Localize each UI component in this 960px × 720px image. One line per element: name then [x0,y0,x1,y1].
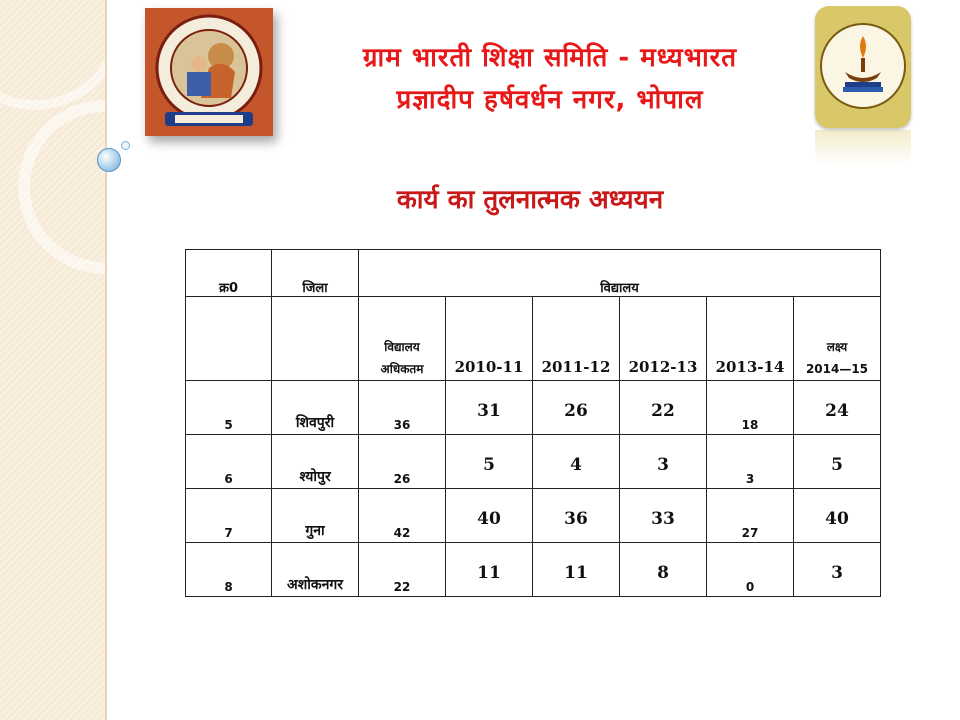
header-district: जिला [272,250,359,297]
cell-district: गुना [272,489,359,543]
cell-2010: 40 [446,489,533,543]
table-row [186,489,881,543]
subheader-empty [272,297,359,381]
subheader-year: 2012-13 [620,297,707,381]
cell-2012: 33 [620,489,707,543]
cell-max: 26 [359,435,446,489]
subheader-year: 2013-14 [707,297,794,381]
cell-sno: 8 [186,543,272,597]
cell-2011: 36 [533,489,620,543]
cell-max: 36 [359,381,446,435]
cell-2011: 26 [533,381,620,435]
table-header-row [186,250,881,297]
cell-2013: 27 [707,489,794,543]
header-schools: विद्यालय [359,250,881,297]
cell-sno: 7 [186,489,272,543]
cell-2013: 0 [707,543,794,597]
cell-sno: 5 [186,381,272,435]
saraswati-shishu-mandir-logo [145,8,273,136]
cell-target: 5 [794,435,881,489]
organization-title: ग्राम भारती शिक्षा समिति - मध्यभारत [362,43,738,73]
table-subheader-row [186,297,881,381]
comparison-table [185,249,881,597]
decorative-bubble [97,148,121,172]
subheader-empty [186,297,272,381]
cell-2013: 18 [707,381,794,435]
cell-2011: 11 [533,543,620,597]
cell-2010: 31 [446,381,533,435]
cell-2010: 11 [446,543,533,597]
cell-2012: 22 [620,381,707,435]
subheader-max-schools: विद्यालय अधिकतम [359,297,446,381]
table-row [186,381,881,435]
cell-sno: 6 [186,435,272,489]
subheader-year: 2010-11 [446,297,533,381]
header-sno: क्र0 [186,250,272,297]
cell-2010: 5 [446,435,533,489]
table-row [186,435,881,489]
cell-2012: 8 [620,543,707,597]
cell-2011: 4 [533,435,620,489]
decorative-side-panel [0,0,105,720]
decorative-bubble-small [121,141,130,150]
cell-district: शिवपुरी [272,381,359,435]
organization-address: प्रज्ञादीप हर्षवर्धन नगर, भोपाल [396,85,704,115]
cell-target: 24 [794,381,881,435]
logo-reflection [815,130,911,166]
cell-target: 40 [794,489,881,543]
side-panel-divider [105,0,107,720]
cell-max: 22 [359,543,446,597]
cell-2013: 3 [707,435,794,489]
page-subtitle: कार्य का तुलनात्मक अध्ययन [396,185,664,215]
subheader-target: लक्ष्य 2014—15 [794,297,881,381]
cell-target: 3 [794,543,881,597]
subheader-year: 2011-12 [533,297,620,381]
cell-2012: 3 [620,435,707,489]
table-row [186,543,881,597]
cell-max: 42 [359,489,446,543]
cell-district: अशोकनगर [272,543,359,597]
cell-district: श्योपुर [272,435,359,489]
